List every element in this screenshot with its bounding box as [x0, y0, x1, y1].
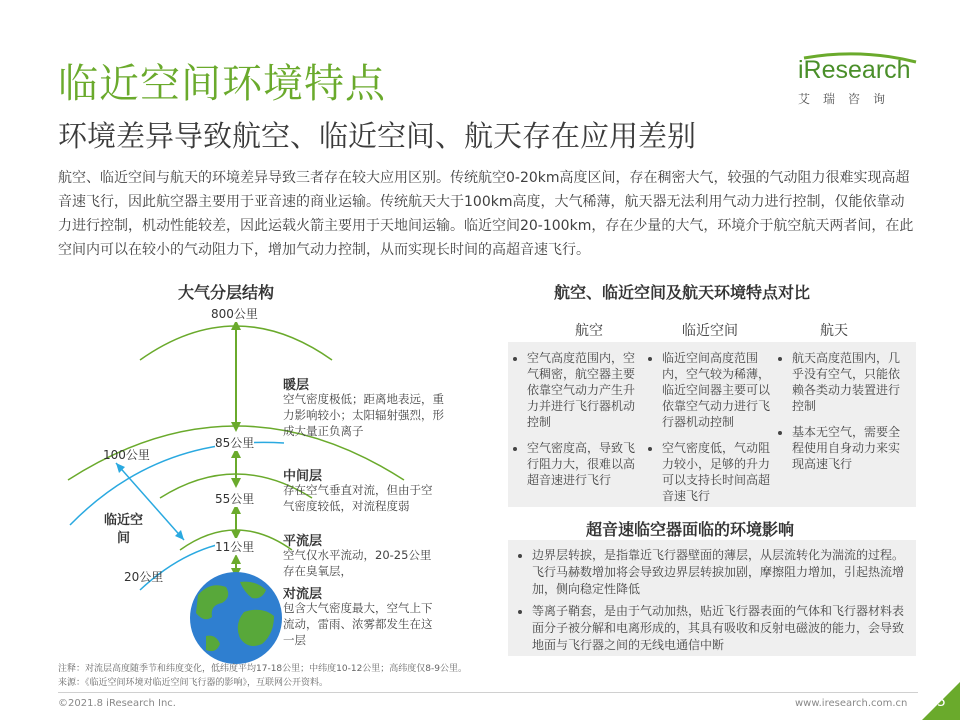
comparison-section-title: 航空、临近空间及航天环境特点对比: [554, 283, 811, 302]
thermosphere-desc: 空气密度极低；距离地表远，重力影响较小；太阳辐射强烈，形成大量正负离子: [283, 392, 444, 438]
logo-text: iResearch: [798, 56, 911, 84]
altitude-55-label: 55公里: [215, 492, 255, 506]
thermosphere-name: 暖层: [283, 378, 310, 393]
altitude-11-label: 11公里: [215, 540, 255, 554]
altitude-800-label: 800公里: [211, 307, 258, 321]
environment-item: • 等离子鞘套，是由于气动加热，贴近飞行器表面的气体和飞行器材料表面分子被分解和电离形成的，其具有吸收和反射电磁波的能力，会导致地面与飞行器之间的无线电通信中断: [532, 603, 906, 654]
altitude-100-label: 100公里: [103, 448, 150, 462]
atmosphere-section-title: 大气分层结构: [178, 283, 275, 302]
comparison-item: • 空气密度低，气动阻力较小，足够的升力可以支持长时间高超音速飞行: [662, 440, 775, 504]
stratosphere-name: 平流层: [283, 534, 323, 549]
logo-subtext: 艾瑞咨询: [798, 92, 899, 106]
page-subtitle: 环境差异导致航空、临近空间、航天存在应用差别: [58, 119, 697, 153]
footnote: 注释：对流层高度随季节和纬度变化，低纬度平均17-18公里；中纬度10-12公里；高纬度仅8-9公里。: [58, 664, 468, 674]
footer-divider: [58, 692, 918, 693]
mesosphere-desc: 存在空气垂直对流，但由于空气密度较低，对流程度弱: [283, 483, 433, 513]
stratosphere-desc: 空气仅水平流动，20-25公里存在臭氧层，: [283, 548, 432, 578]
environment-box: [508, 540, 916, 656]
altitude-20-label: 20公里: [124, 570, 164, 584]
altitude-85-label: 85公里: [215, 436, 255, 450]
page-title: 临近空间环境特点: [58, 61, 386, 107]
intro-paragraph: 航空、临近空间与航天的环境差异导致三者存在较大应用区别。传统航空0-20km高度区间，存在稠密大气，较强的气动阻力很难实现高超音速飞行，因此航空器主要用于亚音速的商业运输。传统航天大于100km高度，大气稀薄，航天器无法利用气动力进行控制，仅能依靠动力进行控制，机动性能较差，因此运载火箭主要用于天地间运输。临近空间20-100km，存在少量的大气，环境介于航空航天两者间，在此空间内可以在较小的气动阻力下，增加气动力控制，从而实现长时间的高超音速飞行。: [58, 170, 914, 258]
comparison-item: • 临近空间高度范围内，空气较为稀薄，临近空间器主要可以依靠空气动力进行飞行器机动控制: [662, 350, 775, 430]
mesosphere-name: 中间层: [283, 469, 323, 484]
comparison-item: • 基本无空气，需要全程使用自身动力来实现高速飞行: [792, 424, 909, 472]
comparison-item: • 空气密度高，导致飞行阻力大，很难以高超音速进行飞行: [527, 440, 640, 488]
earth-icon: [190, 572, 282, 664]
environment-item: • 边界层转捩，是指靠近飞行器壁面的薄层，从层流转化为湍流的过程。飞行马赫数增加将会导致边界层转捩加剧，摩擦阻力增加，引起热流增加，侧向稳定性降低: [532, 547, 906, 598]
footer-website: www.iresearch.com.cn: [795, 698, 908, 709]
page-number: 5: [937, 694, 946, 710]
footer-copyright: ©2021.8 iResearch Inc.: [58, 698, 176, 709]
comparison-header-near-space: 临近空间: [682, 323, 738, 339]
environment-section-title: 超音速临空器面临的环境影响: [586, 520, 795, 539]
comparison-item: • 空气高度范围内，空气稠密，航空器主要依靠空气动力产生升力并进行飞行器机动控制: [527, 350, 640, 430]
comparison-item: • 航天高度范围内，几乎没有空气，只能依赖各类动力装置进行控制: [792, 350, 909, 414]
near-space-label: 临近空 间: [104, 513, 144, 546]
comparison-column-aviation: [516, 350, 640, 498]
troposphere-desc: 包含大气密度最大，空气上下流动，雷雨、浓雾都发生在这一层: [283, 601, 433, 647]
comparison-header-space: 航天: [820, 323, 848, 339]
troposphere-name: 对流层: [283, 587, 323, 602]
logo-swoosh-icon: [800, 52, 920, 86]
source-note: 来源：《临近空间环境对临近空间飞行器的影响》，互联网公开资料。: [58, 678, 329, 688]
iresearch-logo: [792, 56, 917, 112]
comparison-column-near-space: [651, 350, 775, 514]
comparison-header-aviation: 航空: [575, 323, 603, 339]
comparison-column-space: [781, 350, 909, 482]
